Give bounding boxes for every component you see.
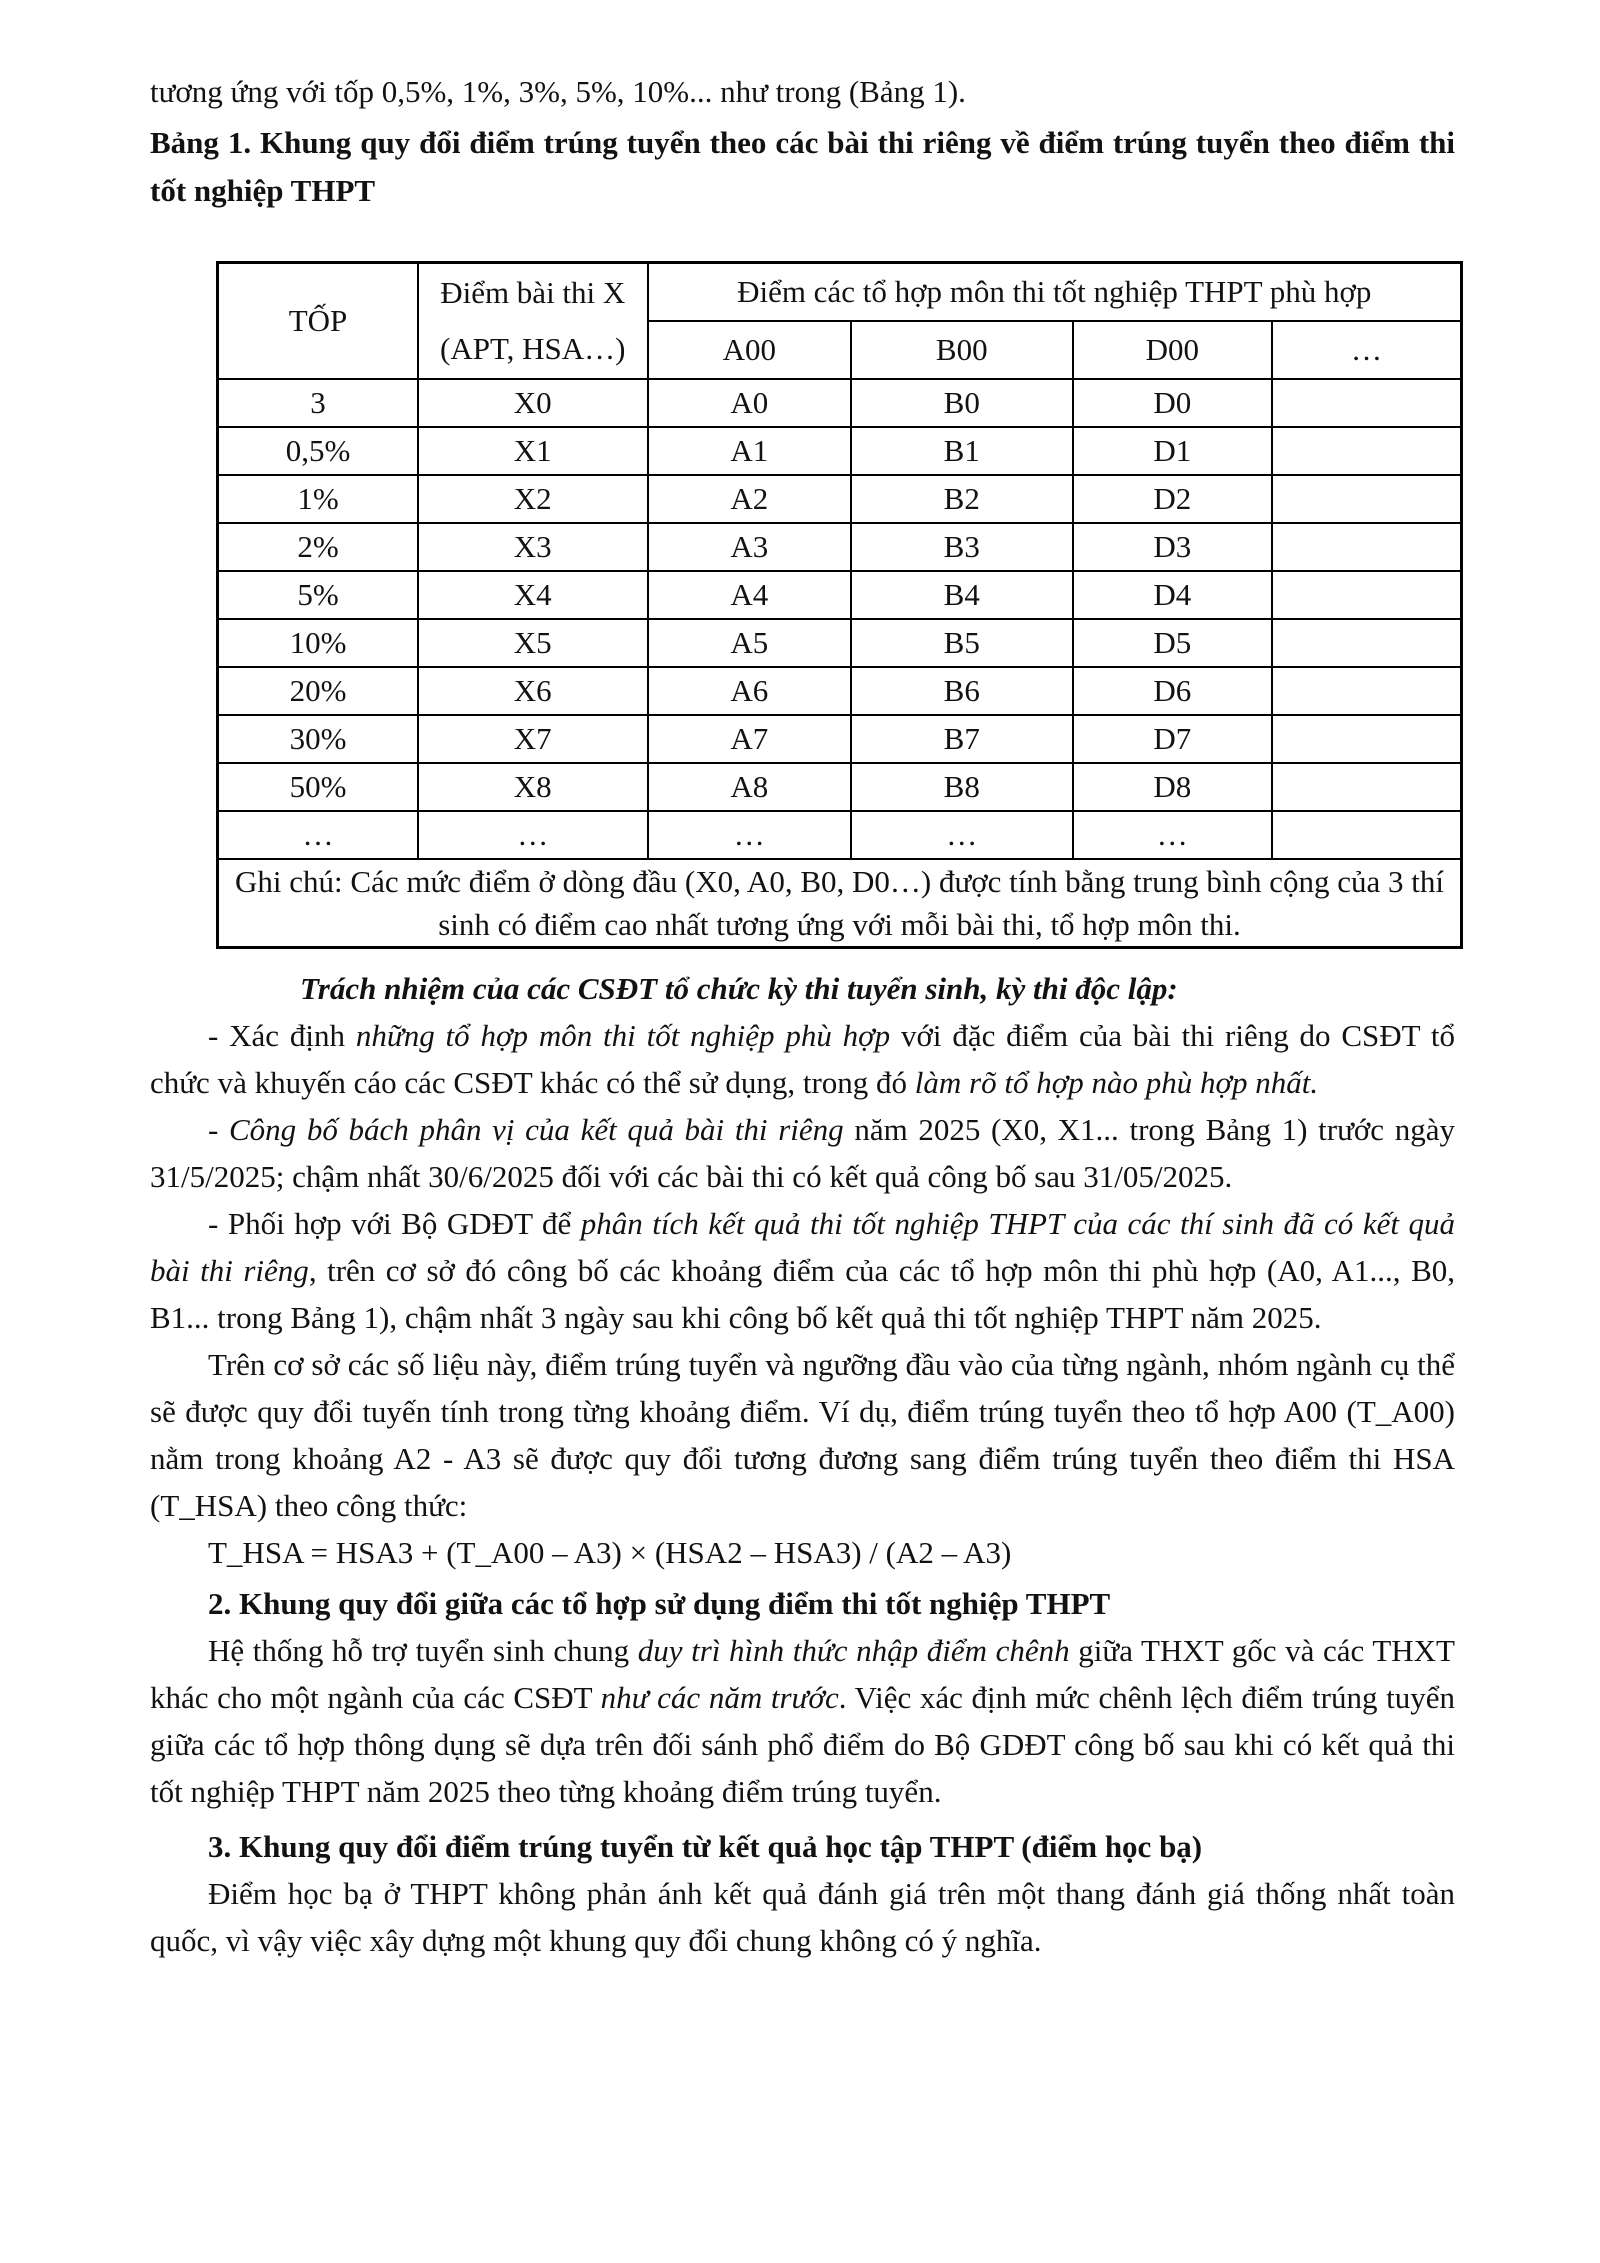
table-cell: D6 <box>1073 667 1272 715</box>
table-cell: X6 <box>418 667 648 715</box>
table-cell: 10% <box>218 619 418 667</box>
table-cell: 50% <box>218 763 418 811</box>
table-cell <box>1272 811 1462 859</box>
table-cell <box>1272 379 1462 427</box>
table-cell <box>1272 715 1462 763</box>
table-cell: A2 <box>648 475 851 523</box>
table-cell: B7 <box>851 715 1073 763</box>
table-row <box>218 475 1462 523</box>
table-header <box>218 263 1462 380</box>
text-run: phân tích kết quả thi tốt nghiệp THPT của các thí sinh đã có kết quả bài thi riêng <box>150 1206 1455 1288</box>
col-header-exam-score-line2: (APT, HSA…) <box>440 331 626 366</box>
table-footer <box>218 859 1462 948</box>
table-cell: B4 <box>851 571 1073 619</box>
text-run: . Việc xác định mức chênh lệch điểm trúng tuyển giữa các tổ hợp thông dụng sẽ dựa trên đối sánh phổ điểm do Bộ GDĐT công bố sau khi có kết quả thi tốt nghiệp THPT năm 2025 theo từng khoảng điểm trúng tuyển. <box>150 1680 1455 1809</box>
text-run: - Phối hợp với Bộ GDĐT để <box>208 1206 581 1241</box>
table-cell: B3 <box>851 523 1073 571</box>
table-cell: X8 <box>418 763 648 811</box>
table-cell: D3 <box>1073 523 1272 571</box>
text-run: - Xác định <box>208 1018 356 1053</box>
text-run: với đặc điểm của bài thi riêng do CSĐT tổ chức và khuyến cáo các CSĐT khác có thể sử dụng, trong đó <box>150 1018 1455 1100</box>
text-run: , trên cơ sở đó công bố các khoảng điểm của các tổ hợp môn thi phù hợp (A0, A1..., B0, B1... trong Bảng 1), chậm nhất 3 ngày sau khi công bố kết quả thi tốt nghiệp THPT năm 2025. <box>150 1253 1456 1335</box>
table-cell: B8 <box>851 763 1073 811</box>
text-run: giữa THXT gốc và các THXT khác cho một ngành của các CSĐT <box>150 1633 1455 1715</box>
text-run: như các năm trước <box>600 1680 839 1715</box>
table-cell: A3 <box>648 523 851 571</box>
section-3-heading: 3. Khung quy đổi điểm trúng tuyển từ kết quả học tập THPT (điểm học bạ) <box>208 1829 1203 1864</box>
table-cell: D0 <box>1073 379 1272 427</box>
responsibilities-heading: Trách nhiệm của các CSĐT tổ chức kỳ thi tuyển sinh, kỳ thi độc lập: <box>300 971 1178 1006</box>
table-cell: B6 <box>851 667 1073 715</box>
table-cell: … <box>218 811 418 859</box>
table-cell <box>1272 667 1462 715</box>
table-cell: D2 <box>1073 475 1272 523</box>
table-caption: Bảng 1. Khung quy đổi điểm trúng tuyển theo các bài thi riêng về điểm trúng tuyển theo điểm thi tốt nghiệp THPT <box>150 125 1455 208</box>
table-cell: A4 <box>648 571 851 619</box>
table-row <box>218 667 1462 715</box>
col-header-b00: B00 <box>851 321 1073 379</box>
table-cell: X4 <box>418 571 648 619</box>
table-cell: D7 <box>1073 715 1272 763</box>
col-header-exam-score <box>418 263 648 380</box>
table-cell: X5 <box>418 619 648 667</box>
col-header-combination-group: Điểm các tổ hợp môn thi tốt nghiệp THPT phù hợp <box>648 263 1462 322</box>
intro-line: tương ứng với tốp 0,5%, 1%, 3%, 5%, 10%... như trong (Bảng 1). <box>150 74 966 109</box>
table-cell: 30% <box>218 715 418 763</box>
table-cell: X1 <box>418 427 648 475</box>
text-run: Hệ thống hỗ trợ tuyển sinh chung <box>208 1633 638 1668</box>
table-cell: 2% <box>218 523 418 571</box>
table-cell: … <box>1073 811 1272 859</box>
table-cell: A8 <box>648 763 851 811</box>
table-cell: A5 <box>648 619 851 667</box>
paragraph-section-2 <box>150 1627 1455 1815</box>
table-row <box>218 571 1462 619</box>
conversion-table <box>216 261 1463 949</box>
text-run: làm rõ tổ hợp nào phù hợp nhất. <box>914 1065 1319 1100</box>
table-row <box>218 379 1462 427</box>
table-cell: … <box>851 811 1073 859</box>
table-cell: B0 <box>851 379 1073 427</box>
table-cell: … <box>418 811 648 859</box>
text-run: Công bố bách phân vị của kết quả bài thi riêng <box>229 1112 844 1147</box>
col-header-exam-score-line1: Điểm bài thi X <box>440 275 626 310</box>
table-row <box>218 523 1462 571</box>
text-run: - <box>208 1112 229 1147</box>
table-cell: D4 <box>1073 571 1272 619</box>
table-cell: A0 <box>648 379 851 427</box>
table-cell <box>1272 763 1462 811</box>
table-cell: … <box>648 811 851 859</box>
table-note: Ghi chú: Các mức điểm ở dòng đầu (X0, A0, B0, D0…) được tính bằng trung bình cộng của 3 thí sinh có điểm cao nhất tương ứng với mỗi bài thi, tổ hợp môn thi. <box>218 859 1462 948</box>
text-run: những tổ hợp môn thi tốt nghiệp phù hợp <box>355 1018 891 1053</box>
col-header-top: TỐP <box>218 263 418 380</box>
table-row <box>218 427 1462 475</box>
paragraph-section-3: Điểm học bạ ở THPT không phản ánh kết quả đánh giá trên một thang đánh giá thống nhất toàn quốc, vì vậy việc xây dựng một khung quy đổi chung không có ý nghĩa. <box>150 1876 1455 1958</box>
table-cell: 5% <box>218 571 418 619</box>
table-cell: X2 <box>418 475 648 523</box>
table-row <box>218 715 1462 763</box>
table-cell: 1% <box>218 475 418 523</box>
table-cell: A1 <box>648 427 851 475</box>
table-cell: D1 <box>1073 427 1272 475</box>
table-cell: 0,5% <box>218 427 418 475</box>
conversion-formula: T_HSA = HSA3 + (T_A00 – A3) × (HSA2 – HSA3) / (A2 – A3) <box>208 1535 1012 1570</box>
section-2-heading: 2. Khung quy đổi giữa các tổ hợp sử dụng điểm thi tốt nghiệp THPT <box>208 1586 1111 1621</box>
paragraph-linear-conversion: Trên cơ sở các số liệu này, điểm trúng tuyển và ngưỡng đầu vào của từng ngành, nhóm ngành cụ thể sẽ được quy đổi tuyến tính trong từng khoảng điểm. Ví dụ, điểm trúng tuyển theo tổ hợp A00 (T_A00) nằm trong khoảng A2 - A3 sẽ được quy đổi tương đương sang điểm trúng tuyển theo điểm thi HSA (T_HSA) theo công thức: <box>150 1347 1455 1523</box>
table-note-row <box>218 859 1462 948</box>
text-run: duy trì hình thức nhập điểm chênh <box>637 1633 1070 1668</box>
col-header-d00: D00 <box>1073 321 1272 379</box>
paragraph-publish-percentiles <box>150 1106 1455 1200</box>
table-cell: A6 <box>648 667 851 715</box>
table-cell <box>1272 571 1462 619</box>
table-cell: D5 <box>1073 619 1272 667</box>
table-cell <box>1272 475 1462 523</box>
table-cell <box>1272 619 1462 667</box>
table-header-row-1 <box>218 263 1462 322</box>
col-header-a00: A00 <box>648 321 851 379</box>
table-cell: 20% <box>218 667 418 715</box>
table-cell: B2 <box>851 475 1073 523</box>
table-cell <box>1272 427 1462 475</box>
text-run: năm 2025 (X0, X1... trong Bảng 1) trước ngày 31/5/2025; chậm nhất 30/6/2025 đối với các bài thi có kết quả công bố sau 31/05/2025. <box>150 1112 1455 1194</box>
table-row <box>218 763 1462 811</box>
paragraph-define-combinations <box>150 1012 1455 1106</box>
table-cell: X7 <box>418 715 648 763</box>
table-cell: B5 <box>851 619 1073 667</box>
table-cell: X3 <box>418 523 648 571</box>
table-row <box>218 619 1462 667</box>
paragraph-coordinate-moet <box>150 1200 1455 1341</box>
table-cell: D8 <box>1073 763 1272 811</box>
table-row <box>218 811 1462 859</box>
col-header-ellipsis: … <box>1272 321 1462 379</box>
table-cell: A7 <box>648 715 851 763</box>
table-body <box>218 379 1462 859</box>
table-cell: B1 <box>851 427 1073 475</box>
table-cell <box>1272 523 1462 571</box>
table-cell: X0 <box>418 379 648 427</box>
table-cell: 3 <box>218 379 418 427</box>
